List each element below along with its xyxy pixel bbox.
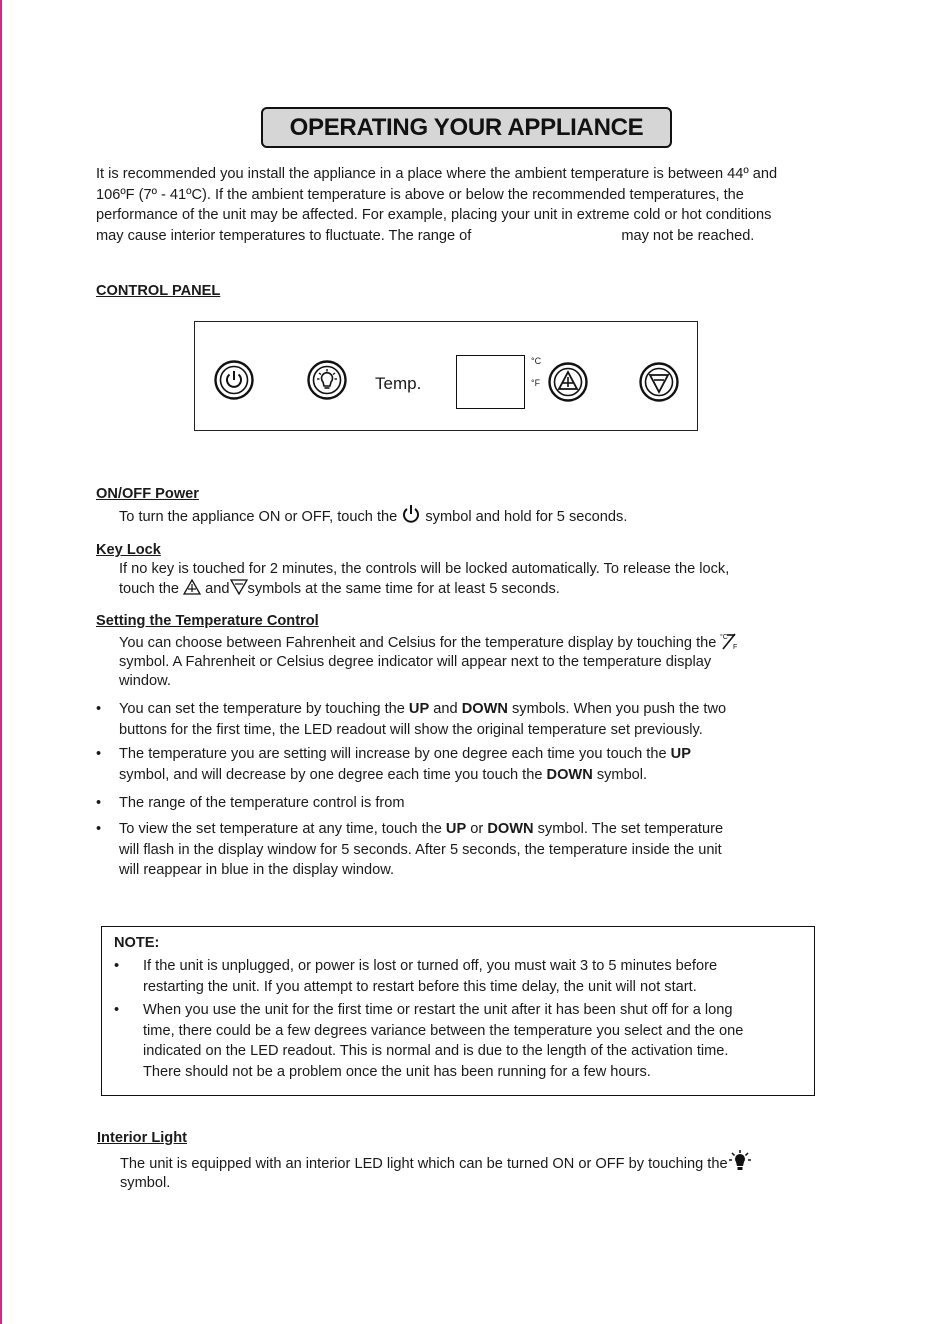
text: or — [470, 821, 484, 837]
intro-line: may cause interior temperatures to fluctuate. The range of — [96, 227, 472, 244]
text: restarting the unit. If you attempt to restart before this time delay, the unit will not start. — [143, 978, 697, 995]
light-icon — [307, 360, 347, 400]
text: buttons for the first time, the LED readout will show the original temperature set previously. — [119, 721, 703, 738]
text: There should not be a problem once the unit has been running for a few hours. — [143, 1063, 651, 1080]
up-keyword: UP — [670, 746, 691, 762]
text: and — [433, 701, 458, 717]
note-box — [101, 926, 815, 1096]
key-lock-line: If no key is touched for 2 minutes, the controls will be locked automatically. To release the lock, — [119, 561, 730, 577]
intro-line: 106ºF (7º - 41ºC). If the ambient temperature is above or below the recommended temperatures, the — [96, 186, 744, 203]
svg-text:F: F — [733, 644, 738, 650]
key-lock-line: touch the — [119, 581, 180, 597]
light-symbol-icon — [728, 1150, 752, 1172]
key-lock-line: symbols at the same time for at least 5 seconds. — [247, 581, 560, 597]
temp-control-line: You can choose between Fahrenheit and Celsius for the temperature display by touching the — [119, 635, 717, 651]
power-symbol-icon — [401, 504, 421, 524]
down-keyword: DOWN — [487, 821, 534, 837]
key-lock-line: and — [205, 581, 230, 597]
celsius-indicator: °C — [531, 356, 542, 366]
unit-toggle-icon — [720, 632, 740, 650]
control-panel-heading: CONTROL PANEL — [96, 283, 221, 299]
bullet: • — [96, 795, 102, 811]
text: symbol. — [596, 766, 648, 783]
control-panel-diagram — [194, 321, 698, 431]
bullet: • — [96, 746, 102, 762]
text: If the unit is unplugged, or power is lost or turned off, you must wait 3 to 5 minutes before — [143, 958, 718, 974]
text: symbol. The set temperature — [537, 821, 724, 837]
text: The range of the temperature control is from — [119, 795, 405, 811]
text: symbol, and will decrease by one degree each time you touch the — [119, 766, 543, 783]
text: symbols. When you push the two — [511, 701, 727, 717]
text: To view the set temperature at any time, touch the — [119, 821, 442, 837]
key-lock-heading: Key Lock — [96, 542, 161, 558]
power-text-b: symbol and hold for 5 seconds. — [425, 509, 628, 525]
text: You can set the temperature by touching the — [119, 701, 405, 717]
temp-control-text — [119, 632, 740, 691]
down-symbol-icon — [230, 579, 248, 595]
power-heading: ON/OFF Power — [96, 486, 199, 502]
note-title: NOTE: — [114, 935, 160, 951]
text: The temperature you are setting will increase by one degree each time you touch the — [119, 746, 667, 762]
text: will reappear in blue in the display window. — [119, 862, 395, 879]
page-edge-rule — [0, 0, 2, 1324]
svg-text:°C: °C — [720, 634, 729, 641]
interior-light-line: symbol. — [120, 1175, 171, 1191]
text: When you use the unit for the first time or restart the unit after it has been shut off for a long — [143, 1002, 733, 1018]
text: will flash in the display window for 5 seconds. After 5 seconds, the temperature inside the unit — [119, 841, 722, 858]
down-icon — [639, 362, 679, 402]
interior-light-text — [120, 1150, 752, 1193]
intro-paragraph — [96, 164, 846, 246]
text: time, there could be a few degrees variance between the temperature you select and the one — [143, 1022, 744, 1039]
bullet: • — [96, 821, 102, 837]
intro-line: It is recommended you install the appliance in a place where the ambient temperature is between 44º and — [96, 166, 778, 182]
down-keyword: DOWN — [546, 766, 593, 783]
interior-light-heading: Interior Light — [97, 1130, 187, 1146]
text: indicated on the LED readout. This is normal and is due to the length of the activation time. — [143, 1043, 729, 1060]
intro-line: performance of the unit may be affected. For example, placing your unit in extreme cold or hot conditions — [96, 207, 772, 224]
temp-control-line: window. — [119, 673, 171, 689]
bullet: • — [114, 1002, 120, 1018]
bullet: • — [96, 701, 102, 717]
bullet: • — [114, 958, 120, 974]
power-text-a: To turn the appliance ON or OFF, touch the — [119, 509, 398, 525]
up-keyword: UP — [445, 821, 467, 837]
interior-light-line: The unit is equipped with an interior LED light which can be turned ON or OFF by touching the — [120, 1156, 728, 1172]
intro-line: may not be reached. — [621, 227, 755, 244]
temp-control-line: symbol. A Fahrenheit or Celsius degree indicator will appear next to the temperature display — [119, 654, 712, 670]
temp-label: Temp. — [375, 374, 422, 393]
temp-control-heading: Setting the Temperature Control — [96, 613, 319, 629]
up-icon — [548, 362, 588, 402]
up-keyword: UP — [408, 701, 430, 717]
page-title: OPERATING YOUR APPLIANCE — [261, 107, 672, 148]
fahrenheit-indicator: °F — [531, 378, 541, 388]
power-icon — [214, 360, 254, 400]
temperature-display-window — [456, 355, 525, 409]
power-text — [119, 504, 627, 527]
down-keyword: DOWN — [461, 701, 508, 717]
key-lock-text — [119, 560, 729, 599]
up-symbol-icon — [183, 579, 201, 595]
